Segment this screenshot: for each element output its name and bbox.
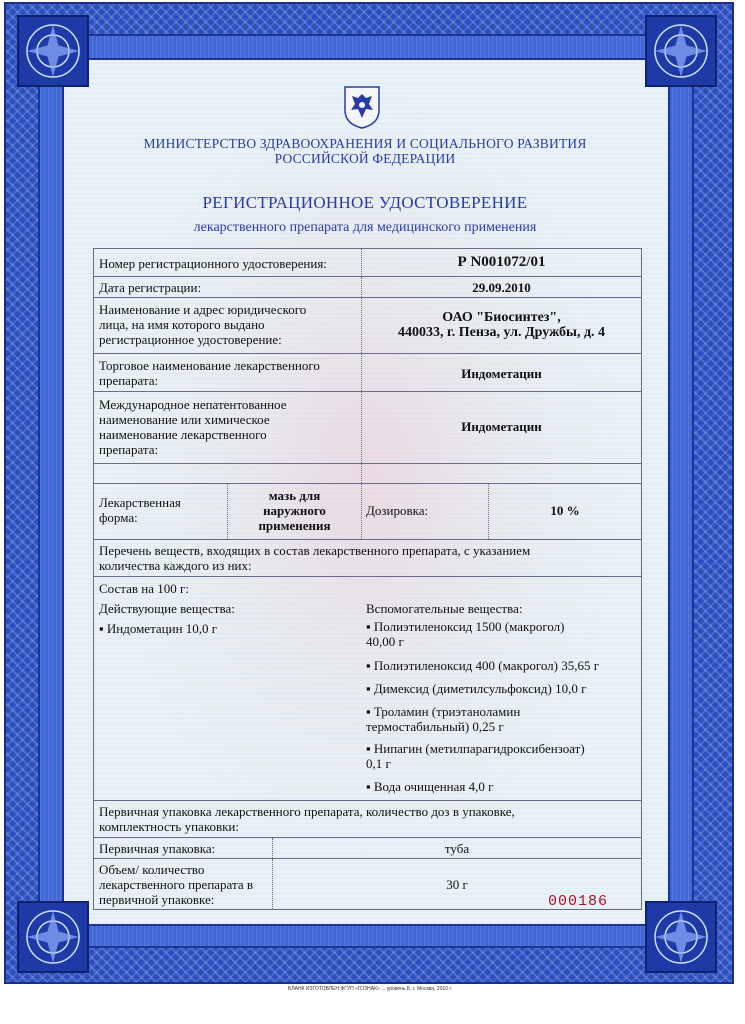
reg-date-label: Дата регистрации: — [99, 280, 202, 295]
volume-label — [99, 862, 253, 907]
serial-number: 000186 — [548, 893, 609, 910]
form-label-line: Лекарственная — [99, 495, 181, 510]
inn-value: Индометацин — [461, 419, 542, 434]
active-item: ▪ Индометацин 10,0 г — [99, 621, 218, 636]
excipient-line: ▪ Вода очищенная 4,0 г — [366, 779, 494, 794]
excipient-item — [366, 681, 586, 696]
excipient-item — [366, 704, 520, 734]
row-trade-name — [94, 353, 641, 391]
ministry-line-1: МИНИСТЕРСТВО ЗДРАВООХРАНЕНИЯ И СОЦИАЛЬНОГО РАЗВИТИЯ — [143, 136, 587, 151]
reg-date-value: 29.09.2010 — [472, 280, 531, 295]
row-composition-header — [94, 539, 641, 576]
row-packaging-header — [94, 800, 641, 837]
excipient-line: ▪ Полиэтиленоксид 400 (макрогол) 35,65 г — [366, 658, 600, 673]
primary-pack-value: туба — [444, 841, 470, 856]
packaging-header-line: комплектность упаковки: — [99, 819, 239, 834]
corner-ornament-icon — [644, 900, 718, 974]
volume-label-line: первичной упаковке: — [99, 892, 215, 907]
composition-header-line: Перечень веществ, входящих в состав лекарственного препарата, с указанием — [99, 543, 531, 558]
primary-pack-label: Первичная упаковка: — [99, 841, 216, 856]
document-title: РЕГИСТРАЦИОННОЕ УДОСТОВЕРЕНИЕ — [202, 193, 528, 212]
dosage-value: 10 % — [550, 503, 580, 518]
ministry-name — [110, 136, 620, 166]
ministry-line-2: РОССИЙСКОЙ ФЕДЕРАЦИИ — [274, 151, 456, 166]
holder-label-line: лица, на имя которого выдано — [99, 317, 265, 332]
coat-of-arms-icon — [342, 84, 382, 130]
row-reg-date — [94, 276, 641, 297]
holder-label-line: регистрационное удостоверение: — [99, 332, 282, 347]
excipient-line: ▪ Нипагин (метилпарагидроксибензоат) — [366, 741, 585, 756]
corner-ornament-icon — [16, 14, 90, 88]
registration-table — [93, 248, 642, 910]
excipient-line: термостабильный) 0,25 г — [366, 719, 504, 734]
corner-ornament-icon — [644, 14, 718, 88]
corner-ornament-icon — [16, 900, 90, 974]
row-composition-body — [94, 576, 641, 800]
excipient-line: ▪ Троламин (триэтаноламин — [366, 704, 521, 719]
excipient-line: ▪ Полиэтиленоксид 1500 (макрогол) — [366, 619, 565, 634]
packaging-header — [99, 804, 515, 834]
form-value-line: применения — [258, 518, 331, 533]
volume-value: 30 г — [446, 877, 468, 892]
row-reg-number — [94, 248, 641, 276]
holder-label-line: Наименование и адрес юридического — [99, 302, 307, 317]
inn-label-line: наименование или химическое — [99, 412, 270, 427]
holder-value-line: ОАО "Биосинтез", — [442, 310, 561, 325]
excipients-label: Вспомогательные вещества: — [366, 601, 523, 616]
holder-label — [99, 302, 306, 347]
document-subtitle: лекарственного препарата для медицинского применения — [193, 220, 537, 235]
excipient-line: ▪ Димексид (диметилсульфоксид) 10,0 г — [366, 681, 587, 696]
row-inn — [94, 391, 641, 463]
volume-label-line: лекарственного препарата в — [99, 877, 253, 892]
inn-label-line: препарата: — [99, 442, 159, 457]
holder-value-line: 440033, г. Пенза, ул. Дружбы, д. 4 — [397, 325, 606, 340]
inn-label-line: наименование лекарственного — [99, 427, 267, 442]
row-spacer — [94, 463, 641, 483]
excipient-item — [366, 779, 493, 794]
trade-name-label-line: Торговое наименование лекарственного — [99, 358, 320, 373]
holder-value — [362, 310, 641, 340]
trade-name-label-line: препарата: — [99, 373, 159, 388]
row-form-dosage — [94, 483, 641, 539]
form-value-line: наружного — [263, 503, 326, 518]
composition-header — [99, 543, 530, 573]
form-label — [99, 495, 181, 525]
composition-header-line: количества каждого из них: — [99, 558, 252, 573]
active-label: Действующие вещества: — [99, 601, 235, 616]
dosage-label: Дозировка: — [366, 503, 429, 518]
excipient-item — [366, 619, 565, 649]
excipient-item — [366, 741, 585, 771]
row-holder — [94, 297, 641, 353]
inn-label — [99, 397, 286, 457]
volume-label-line: Объем/ количество — [99, 862, 205, 877]
packaging-header-line: Первичная упаковка лекарственного препарата, количество доз в упаковке, — [99, 804, 515, 819]
excipient-line: 40,00 г — [366, 634, 404, 649]
excipient-item — [366, 658, 599, 673]
excipient-line: 0,1 г — [366, 756, 391, 771]
row-primary-pack — [94, 837, 641, 858]
printer-footer: БЛАНК ИЗГОТОВЛЕН ФГУП «ГОЗНАК» ... уровень Б, г. Москва, 2010 г. — [288, 986, 452, 992]
trade-name-value: Индометацин — [461, 366, 542, 381]
form-label-line: форма: — [99, 510, 138, 525]
trade-name-label — [99, 358, 320, 388]
form-value-line: мазь для — [268, 488, 321, 503]
form-value — [228, 488, 361, 533]
inn-label-line: Международное непатентованное — [99, 397, 287, 412]
reg-number-label: Номер регистрационного удостоверения: — [99, 256, 327, 271]
composition-per: Состав на 100 г: — [99, 581, 189, 596]
reg-number-value: Р N001072/01 — [457, 254, 546, 270]
